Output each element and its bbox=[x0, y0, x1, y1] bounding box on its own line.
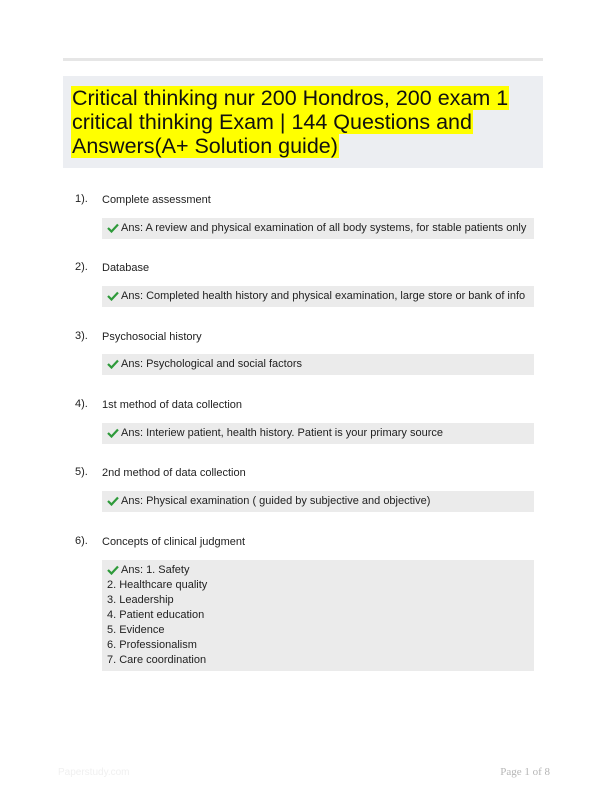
answer-box bbox=[102, 218, 534, 239]
checkmark-icon bbox=[107, 428, 119, 438]
answer-text: 3. Leadership bbox=[107, 594, 174, 606]
question-text: Psychosocial history bbox=[102, 331, 202, 343]
question-number: 2). bbox=[75, 261, 88, 273]
question-text: Complete assessment bbox=[102, 194, 211, 206]
checkmark-icon bbox=[107, 565, 119, 575]
answer-text: Ans: Physical examination ( guided by subjective and objective) bbox=[121, 495, 431, 507]
answer-text: 7. Care coordination bbox=[107, 654, 207, 666]
title-banner bbox=[63, 76, 543, 168]
question-text: 2nd method of data collection bbox=[102, 467, 246, 479]
checkmark-icon bbox=[107, 223, 119, 233]
document-title: Critical thinking nur 200 Hondros, 200 exam 1 critical thinking Exam | 144 Questions and Answers(A+ Solution guide) bbox=[72, 86, 509, 158]
top-divider bbox=[63, 58, 543, 61]
question-text: Database bbox=[102, 262, 150, 274]
answer-text: 5. Evidence bbox=[107, 624, 165, 636]
answer-text: 6. Professionalism bbox=[107, 639, 197, 651]
answer-box bbox=[102, 354, 534, 375]
question-number: 6). bbox=[75, 535, 88, 547]
answer-box bbox=[102, 286, 534, 307]
answer-box bbox=[102, 560, 534, 671]
answer-text: Ans: 1. Safety bbox=[121, 564, 190, 576]
page-number: Page 1 of 8 bbox=[500, 766, 550, 778]
question-number: 1). bbox=[75, 193, 88, 205]
answer-box bbox=[102, 491, 534, 512]
question-text: Concepts of clinical judgment bbox=[102, 536, 246, 548]
question-text: 1st method of data collection bbox=[102, 399, 243, 411]
footer-watermark: Paperstudy.com bbox=[58, 767, 130, 778]
answer-box bbox=[102, 423, 534, 444]
answer-text: 4. Patient education bbox=[107, 609, 205, 621]
answer-text: Ans: Interiew patient, health history. Patient is your primary source bbox=[121, 427, 443, 439]
checkmark-icon bbox=[107, 291, 119, 301]
checkmark-icon bbox=[107, 359, 119, 369]
answer-text: 2. Healthcare quality bbox=[107, 579, 208, 591]
answer-text: Ans: A review and physical examination of all body systems, for stable patients only bbox=[121, 222, 527, 234]
answer-text: Ans: Completed health history and physical examination, large store or bank of info bbox=[121, 290, 526, 302]
question-number: 4). bbox=[75, 398, 88, 410]
answer-text: Ans: Psychological and social factors bbox=[121, 358, 302, 370]
question-number: 5). bbox=[75, 466, 88, 478]
question-number: 3). bbox=[75, 330, 88, 342]
checkmark-icon bbox=[107, 496, 119, 506]
